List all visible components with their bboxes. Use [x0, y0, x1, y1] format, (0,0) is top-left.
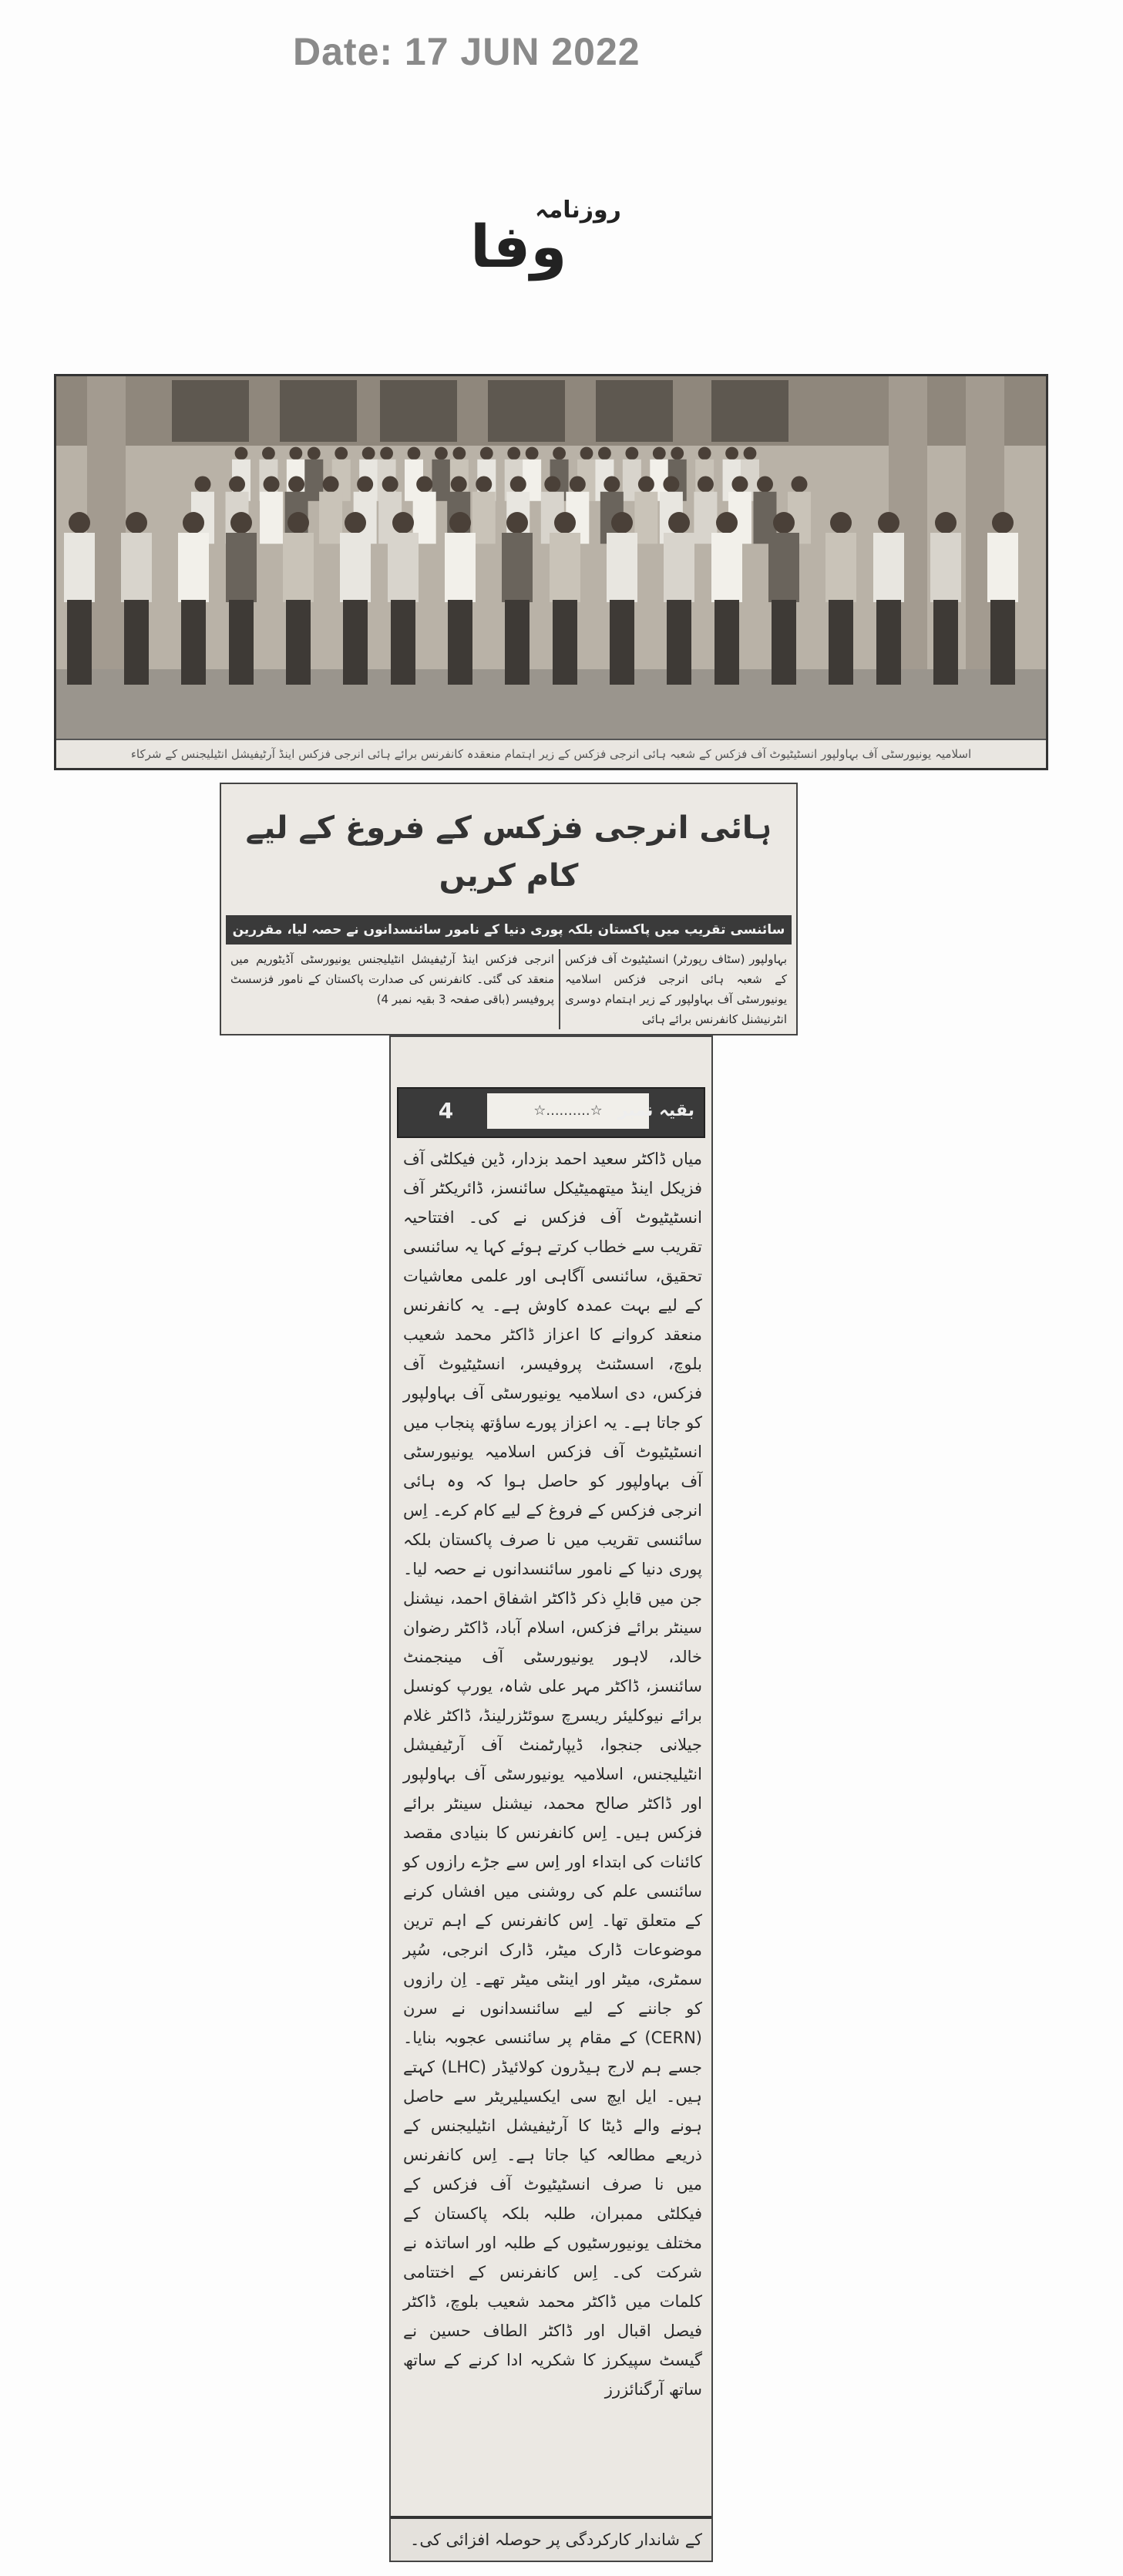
person-body [550, 533, 580, 602]
text-line: فزکس نے کی۔ افتتاحیہ تقریب سے خطاب کرتے [403, 1208, 702, 1256]
person-head [544, 476, 560, 493]
person-head [604, 476, 620, 493]
person-legs [553, 600, 577, 685]
window [596, 380, 673, 442]
person-head [289, 447, 302, 460]
logo-big-text: وفا [470, 212, 567, 281]
text-line: ایچ سی ایکسیلیریٹر سے حاصل ہونے والے ڈیٹا کا [403, 2087, 702, 2135]
person-legs [990, 600, 1015, 685]
text-line: ہم لارج ہیڈرون کولائیڈر (LHC) کہتے ہیں۔ ایل [403, 2058, 702, 2106]
date-stamp: Date: 17 JUN 2022 [293, 30, 641, 73]
person-legs [933, 600, 958, 685]
person-head [526, 447, 539, 460]
continuation-banner [397, 1087, 705, 1138]
person-head [992, 512, 1014, 534]
person-head [554, 512, 576, 534]
person-head [580, 447, 593, 460]
person-head [288, 476, 304, 493]
text-line: اسسٹنٹ پروفیسر، انسٹیٹیوٹ آف فزکس، دی اسلامیہ [403, 1355, 702, 1402]
text-line: ڈاکٹر فیصل اقبال اور ڈاکٹر الطاف حسین نے گیسٹ [403, 2292, 702, 2369]
person-body [388, 533, 419, 602]
person-body [768, 533, 799, 602]
person-body [445, 533, 476, 602]
text-line: سپیکرز کا شکریہ ادا کرنے کے ساتھ ساتھ آرگنائزرز [403, 2351, 702, 2399]
person-head [449, 512, 471, 534]
person-head [382, 476, 398, 493]
window [711, 380, 788, 442]
continuation-number: 4 [438, 1098, 454, 1123]
person-head [69, 512, 90, 534]
person-head [323, 476, 339, 493]
person-head [725, 447, 738, 460]
person-body [178, 533, 209, 602]
person-legs [505, 600, 530, 685]
person-body [340, 533, 371, 602]
text-line: میتھمیٹیکل سائنسز، ڈائریکٹر آف انسٹیٹیوٹ آف [403, 1179, 702, 1227]
person-head [392, 512, 414, 534]
text-line: ڈاکٹر مہر علی شاہ، یورپ کونسل برائے نیوکلیئر ریسرچ [403, 1677, 702, 1725]
person-head [653, 447, 666, 460]
text-line: ساؤتھ پنجاب میں انسٹیٹیوٹ آف فزکس اسلامیہ [403, 1413, 702, 1461]
person-head [380, 447, 393, 460]
person-legs [667, 600, 691, 685]
person-head [507, 447, 520, 460]
person-head [830, 512, 852, 534]
intro-columns [226, 949, 792, 1029]
person-body [825, 533, 856, 602]
person-head [476, 476, 492, 493]
person-body [260, 492, 283, 544]
person-head [335, 447, 348, 460]
photo-caption: اسلامیہ یونیورسٹی آف بہاولپور انسٹیٹیوٹ آف فزکس کے شعبہ ہائی انرجی فزکس کے زیر اہتمام منعقدہ کانفرنس برائے ہائی انرجی فزکس اینڈ آرٹیفیشل انٹیلیجنس کے شرکاء [56, 739, 1046, 768]
person-body [226, 533, 257, 602]
person-head [744, 447, 757, 460]
text-line: معاشیات کے لیے بہت عمدہ کاوش ہے۔ یہ کانفرنس [403, 1267, 702, 1315]
person-legs [829, 600, 853, 685]
continuation-label: بقیہ نمبر [617, 1101, 694, 1120]
person-body [987, 533, 1018, 602]
person-head [757, 476, 773, 493]
text-line: کانفرنس کے اختتامی کلمات میں ڈاکٹر محمد شعیب بلوچ، [403, 2263, 702, 2311]
person-head [625, 447, 638, 460]
person-legs [391, 600, 415, 685]
continuation-body [403, 1144, 702, 2404]
person-head [480, 447, 493, 460]
window [280, 380, 357, 442]
intro-column-left [226, 949, 559, 1029]
logo-small-text: روزنامہ [535, 197, 621, 224]
window [488, 380, 565, 442]
person-head [935, 512, 957, 534]
person-head [598, 447, 611, 460]
text-line: یونیورسٹی آف بہاولپور کو جاتا ہے۔ یہ اعزاز پورے [403, 1384, 702, 1432]
text-line: سرن (CERN) کے مقام پر سائنسی عجوبہ بنایا۔ جسے [403, 1999, 702, 2076]
person-head [308, 447, 321, 460]
person-head [435, 447, 448, 460]
newspaper-logo [462, 197, 624, 289]
person-body [711, 533, 742, 602]
person-head [638, 476, 654, 493]
person-body [121, 533, 152, 602]
text-line: کانفرنس کا بنیادی مقصد کائنات کی ابتداء اور اِس سے [403, 1823, 702, 1871]
person-body [64, 533, 95, 602]
person-head [195, 476, 211, 493]
text-line: ڈارک میٹر، ڈارک انرجی، سُپر سمٹری، میٹر اور اینٹی میٹر [403, 1941, 702, 1988]
group-photo [54, 374, 1048, 770]
person-legs [229, 600, 254, 685]
person-head [698, 447, 711, 460]
person-head [416, 476, 432, 493]
text-line: آرٹیفیشل انٹیلیجنس کے ذریعے مطالعہ کیا جاتا [403, 2116, 702, 2164]
person-body [502, 533, 533, 602]
text-line: یونیورسٹی آف بہاولپور کو حاصل ہوا کہ وہ ہائی انرجی [403, 1443, 702, 1520]
person-head [235, 447, 248, 460]
person-legs [610, 600, 634, 685]
person-body [930, 533, 961, 602]
window [380, 380, 457, 442]
text-line: میاں ڈاکٹر سعید احمد بزدار، ڈین فیکلٹی آف فزیکل اینڈ [403, 1150, 702, 1197]
person-body [283, 533, 314, 602]
article-flow [220, 783, 798, 2562]
text-line: ہوئے کہا یہ سائنسی تحقیق، سائنسی آگاہی اور علمی [403, 1237, 702, 1285]
article-headline: ہائی انرجی فزکس کے فروغ کے لیے کام کریں [245, 810, 772, 894]
text-line: سوئٹزرلینڈ، ڈاکٹر غلام جیلانی جنجوا، ڈیپارٹمنٹ آف [403, 1706, 702, 1754]
person-head [408, 447, 421, 460]
text-line: یونیورسٹیوں کے طلبہ اور اساتذہ نے شرکت کی۔ اِس [403, 2234, 702, 2281]
text-line: ہے۔ اِس کانفرنس میں نا صرف انسٹیٹیوٹ آف فزکس [403, 2146, 702, 2194]
person-head [126, 512, 147, 534]
person-head [506, 512, 528, 534]
person-head [229, 476, 245, 493]
person-head [570, 476, 586, 493]
text-line: میں منعقد کی گئی۔ کانفرنس کی صدارت پاکستان کے [230, 952, 554, 986]
text-line: تقریب میں نا صرف پاکستان بلکہ پوری دنیا کے نامور [403, 1530, 702, 1578]
person-head [671, 447, 684, 460]
person-legs [124, 600, 149, 685]
person-body [319, 492, 342, 544]
person-legs [876, 600, 901, 685]
text-line: آرٹیفیشل انٹیلیجنس، اسلامیہ یونیورسٹی آف بہاولپور [403, 1736, 702, 1783]
person-head [553, 447, 566, 460]
person-legs [448, 600, 472, 685]
text-line: تھے۔ اِن رازوں کو جاننے کے لیے سائنسدانوں نے [403, 1970, 702, 2018]
text-line: نامور فزسسٹ پروفیسر (باقی صفحہ 3 بقیہ نمبر 4) [230, 972, 554, 1006]
person-legs [772, 600, 796, 685]
person-head [698, 476, 714, 493]
text-line: اور ڈاکٹر صالح محمد، نیشنل سینٹر برائے فزکس ہیں۔ اِس [403, 1794, 702, 1842]
group-photo-image [56, 376, 1046, 739]
person-legs [67, 600, 92, 685]
text-line: اشفاق احمد، نیشنل سینٹر برائے فزکس، اسلام آباد، ڈاکٹر [403, 1589, 702, 1637]
person-body [607, 533, 637, 602]
person-legs [181, 600, 206, 685]
person-head [878, 512, 899, 534]
person-legs [714, 600, 739, 685]
text-line: بہاولپور (سٹاف رپورٹر) انسٹیٹیوٹ آف فزکس کے [565, 952, 787, 986]
text-line: جڑے رازوں کو سائنسی علم کی روشنی میں افشاں کرنے [403, 1853, 702, 1901]
text-line: کے فیکلٹی ممبران، طلبہ بلکہ پاکستان کے مختلف [403, 2175, 702, 2252]
text-line: منعقد کروانے کا اعزاز ڈاکٹر محمد شعیب بلوچ، [403, 1325, 702, 1373]
star-ornament-icon: ☆..........☆ [487, 1093, 649, 1129]
text-line: کے متعلق تھا۔ اِس کانفرنس کے اہم ترین موضوعات [403, 1911, 702, 1959]
person-head [773, 512, 795, 534]
person-body [634, 492, 657, 544]
person-head [264, 476, 280, 493]
person-head [357, 476, 373, 493]
person-body [873, 533, 904, 602]
person-head [287, 512, 309, 534]
person-head [452, 447, 466, 460]
person-head [663, 476, 679, 493]
person-head [510, 476, 526, 493]
news-article [220, 783, 798, 1035]
text-line: فزکس کے فروغ کے لیے کام کرے۔ اِس سائنسی [403, 1501, 702, 1549]
text-line: سائنسدانوں نے حصہ لیا۔ جن میں قابلِ ذکر ڈاکٹر [403, 1560, 702, 1608]
person-head [451, 476, 467, 493]
person-head [792, 476, 808, 493]
person-head [230, 512, 252, 534]
person-legs [286, 600, 311, 685]
person-body [664, 533, 694, 602]
person-legs [343, 600, 368, 685]
person-head [716, 512, 738, 534]
text-line: انرجی فزکس اینڈ آرٹیفیشل انٹیلیجنس یونیورسٹی آڈیٹوریم [256, 952, 554, 966]
person-head [262, 447, 275, 460]
person-head [362, 447, 375, 460]
intro-column-right [560, 949, 792, 1029]
person-head [611, 512, 633, 534]
person-body [472, 492, 496, 544]
continuation-final-line: کے شاندار کارکردگی پر حوصلہ افزائی کی۔ [391, 2516, 711, 2561]
text-line: رضوان خالد، لاہور یونیورسٹی آف مینجمنٹ سائنسز، [403, 1618, 702, 1695]
continuation-column [389, 1035, 713, 2562]
person-head [668, 512, 690, 534]
article-subheadline: سائنسی تقریب میں پاکستان بلکہ پوری دنیا کے نامور سائنسدانوں نے حصہ لیا، مقررین [226, 915, 792, 945]
window [172, 380, 249, 442]
text-line: شعبہ ہائی انرجی فزکس اسلامیہ یونیورسٹی آف بہاولپور [565, 972, 787, 1006]
person-head [345, 512, 366, 534]
person-head [183, 512, 204, 534]
person-head [731, 476, 748, 493]
text-line: کے زیر اہتمام دوسری انٹرنیشنل کانفرنس برائے ہائی [565, 992, 787, 1026]
